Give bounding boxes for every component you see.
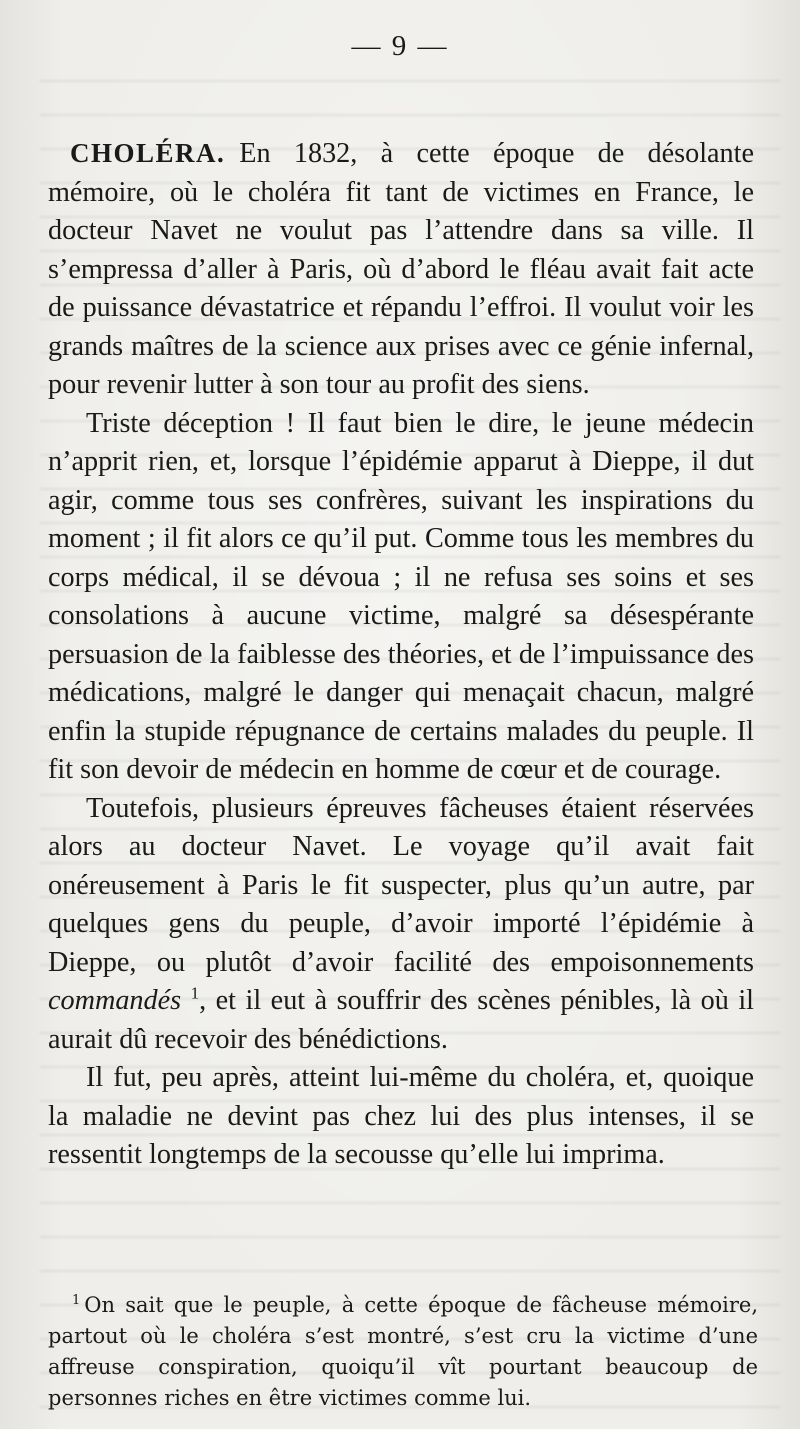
section-heading: CHOLÉRA.: [70, 138, 226, 168]
paragraph-1: [48, 134, 754, 405]
footnote-mark: 1: [72, 1293, 81, 1308]
main-text: [48, 134, 754, 1175]
footnote: [48, 1290, 758, 1414]
italic-word: commandés: [48, 985, 182, 1016]
paragraph-1-text: En 1832, à cette époque de désolante mémoire, où le choléra fit tant de victimes en France, le docteur Navet ne voulut pas l’attendre dans sa ville. Il s’empressa d’aller à Paris, où d’abord le fléau avait fait acte de puissance dévastatrice et répandu l’effroi. Il voulut voir les grands maîtres de la science aux prises avec ce génie infernal, pour revenir lutter à son tour au profit des siens.: [48, 138, 754, 400]
paragraph-4: Il fut, peu après, atteint lui-même du choléra, et, quoique la maladie ne devint pas chez lui des plus intenses, il se ressentit longtemps de la secousse qu’elle lui imprima.: [48, 1062, 754, 1170]
paragraph-3-text-before: Toutefois, plusieurs épreuves fâcheuses étaient réservées alors au docteur Navet. Le voyage qu’il avait fait onéreusement à Paris le fit suspecter, plus qu’un autre, par quelques gens du peuple, d’avoir importé l’épidémie à Dieppe, ou plutôt d’avoir facilité des empoisonnements: [48, 792, 754, 978]
footnote-reference[interactable]: 1: [190, 983, 200, 1003]
paragraph-2: Triste déception ! Il faut bien le dire, le jeune médecin n’apprit rien, et, lorsque l’épidémie apparut à Dieppe, il dut agir, comme tous ses confrères, suivant les inspirations du moment ; il fit alors ce qu’il put. Comme tous les membres du corps médical, il se dévoua ; il ne refusa ses soins et ses consolations à aucune victime, malgré sa désespérante persuasion de la faiblesse des théories, et de l’impuissance des médications, malgré le danger qui menaçait chacun, malgré enfin la stupide répugnance de certains malades du peuple. Il fit son devoir de médecin en homme de cœur et de courage.: [48, 407, 754, 785]
page-number: — 9 —: [351, 30, 449, 62]
paragraph-3: [48, 790, 754, 1060]
footnote-text: On sait que le peuple, à cette époque de fâcheuse mémoire, partout où le choléra s’est montré, s’est cru la victime d’une affreuse conspiration, quoiqu’il vît pourtant beaucoup de personnes riches en être victimes comme lui.: [48, 1293, 758, 1410]
paragraph-3-text-after: , et il eut à souffrir des scènes pénibles, là où il aurait dû recevoir des bénédictions.: [48, 985, 755, 1055]
footnote-paragraph: [48, 1290, 758, 1414]
